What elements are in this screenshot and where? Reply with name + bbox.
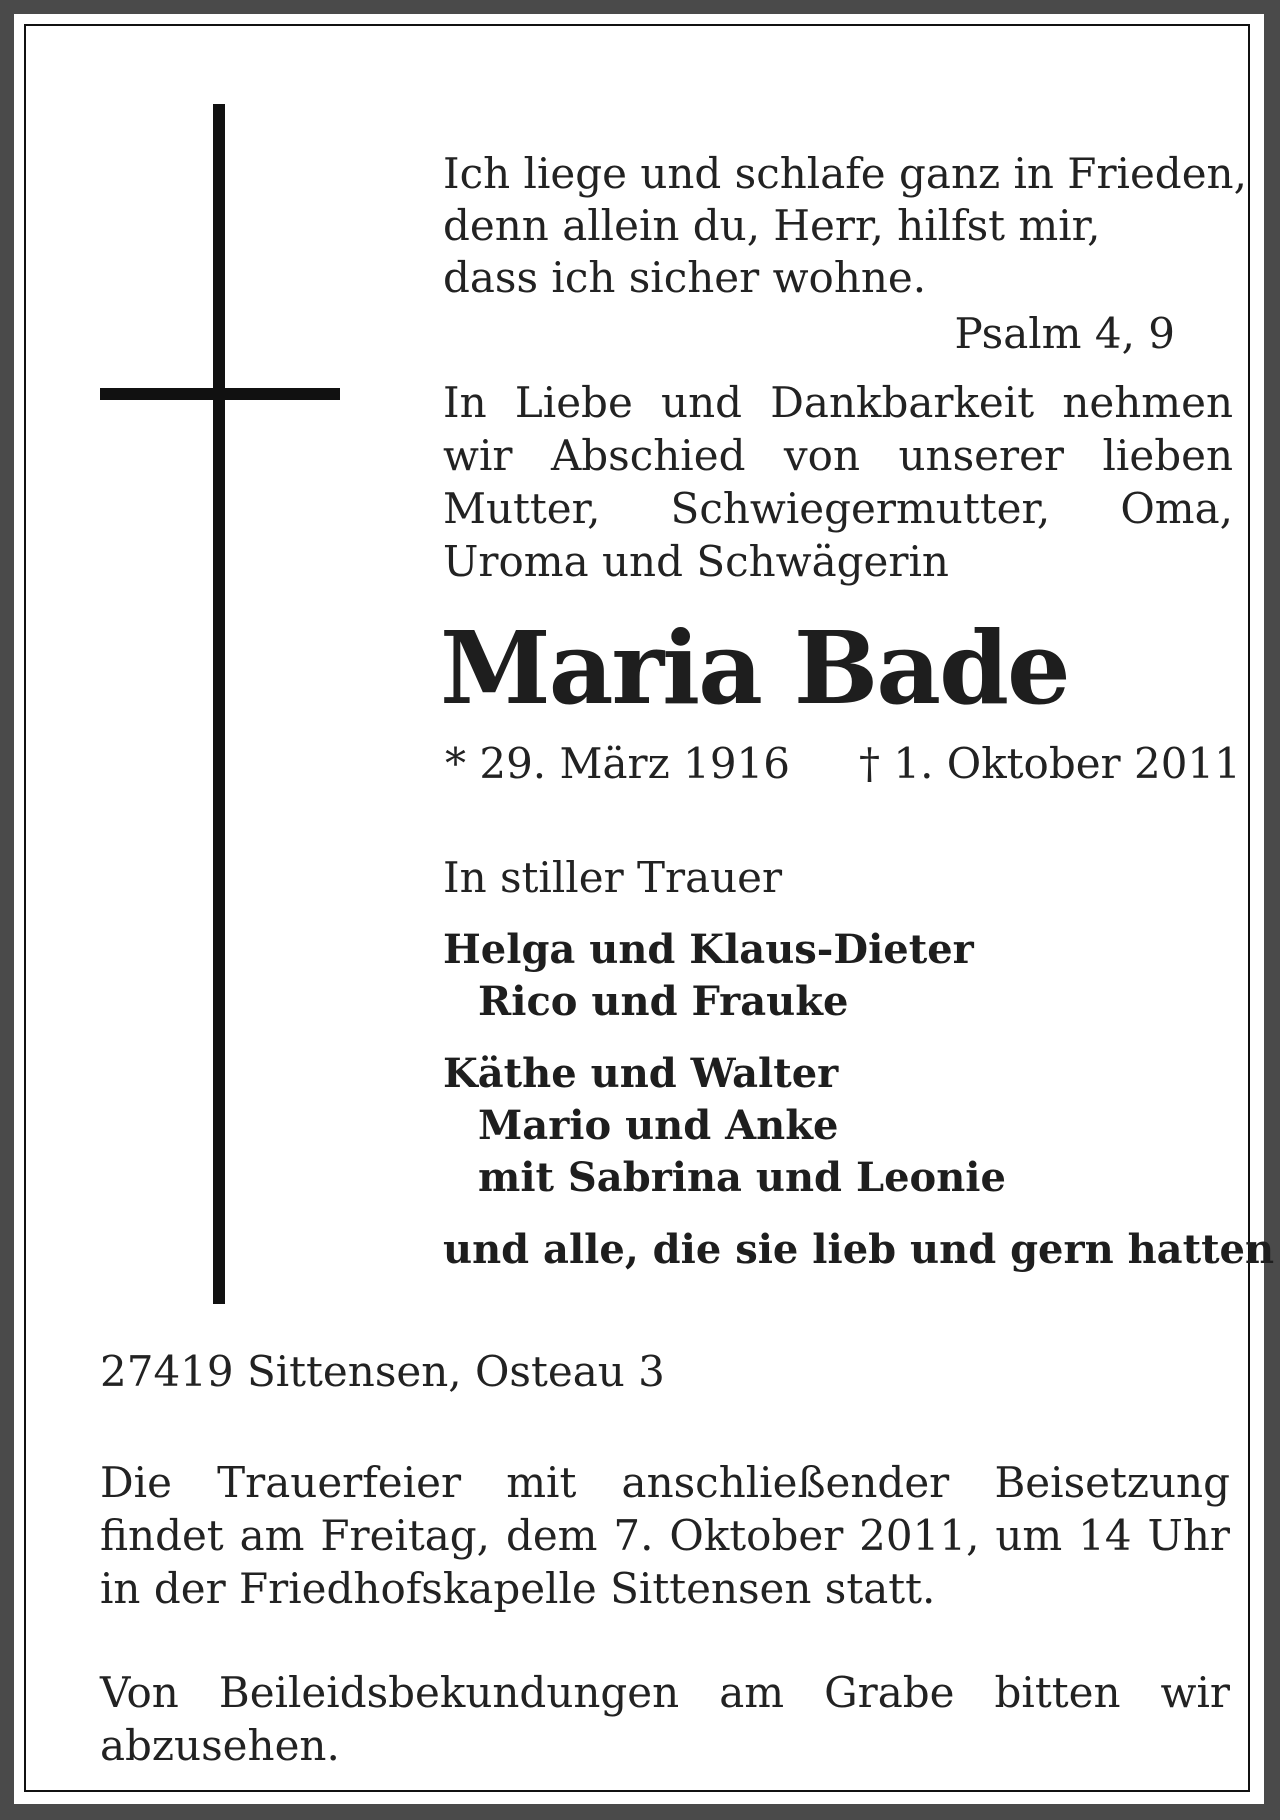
verse-source: Psalm 4, 9 — [954, 309, 1175, 358]
ceremony-info: Die Trauerfeier mit anschließender Beisetzung findet am Freitag, dem 7. Oktober 2011, um 14 Uhr in der Friedhofskapelle Sittensen statt. — [100, 1458, 1230, 1613]
obituary-notice — [24, 24, 1275, 1792]
verse-line: Ich liege und schlafe ganz in Frieden, — [443, 149, 1247, 198]
mourner-line: mit Sabrina und Leonie — [478, 1154, 1006, 1201]
cross-icon-crossbar — [100, 388, 340, 400]
mourner-line: Rico und Frauke — [478, 978, 849, 1025]
verse-line: dass ich sicher wohne. — [443, 253, 927, 302]
mourner-line: Helga und Klaus-Dieter — [443, 926, 974, 973]
mourner-line: Mario und Anke — [478, 1102, 839, 1149]
psalm-verse — [443, 148, 1247, 304]
death-date: † 1. Oktober 2011 — [859, 739, 1241, 788]
cross-icon — [213, 104, 225, 1304]
mourner-line: und alle, die sie lieb und gern hatten — [443, 1226, 1275, 1273]
mourner-line: Käthe und Walter — [443, 1050, 839, 1097]
farewell-text: In Liebe und Dankbarkeit nehmen wir Abschied von unserer lieben Mutter, Schwiegermutter, Oma, Uroma und Schwägerin — [443, 378, 1233, 586]
birth-date: * 29. März 1916 — [445, 739, 790, 788]
verse-line: denn allein du, Herr, hilfst mir, — [443, 201, 1101, 250]
deceased-name: Maria Bade — [440, 609, 1069, 727]
condolence-note: Von Beileidsbekundungen am Grabe bitten wir abzusehen. — [100, 1668, 1230, 1770]
family-address: 27419 Sittensen, Osteau 3 — [100, 1347, 665, 1396]
mourning-heading: In stiller Trauer — [443, 853, 783, 902]
